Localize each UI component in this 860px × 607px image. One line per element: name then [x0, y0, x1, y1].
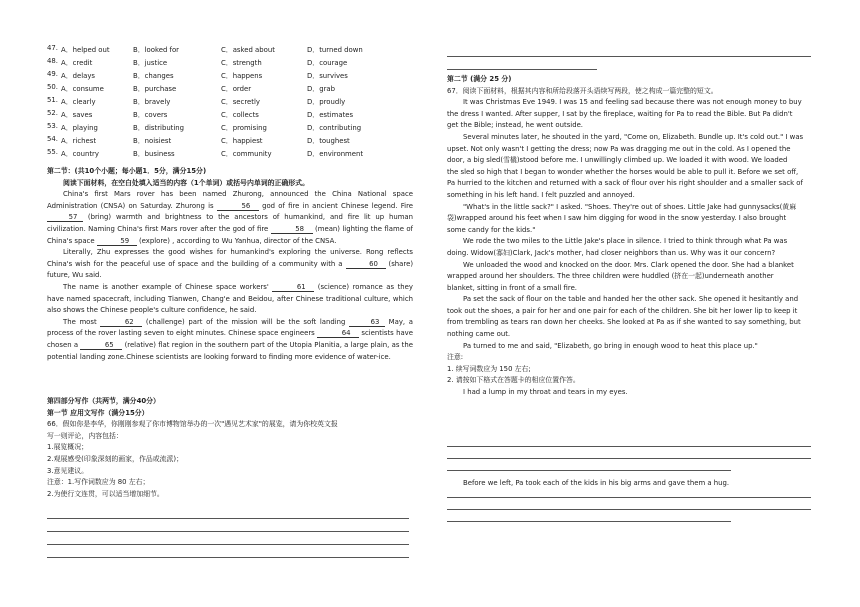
story-line: Several minutes later, he shouted in the yard, "Come on, Elizabeth. Bundle up. It's cold out." I was — [463, 132, 804, 141]
option-b[interactable]: B．looked for — [133, 46, 179, 54]
subsection-heading: 第一节 应用文写作（满分15分） — [47, 408, 149, 417]
note-title: 注意: — [447, 353, 464, 362]
question-66: 66．假如你是李华，你刚刚参观了你市博物馆举办的一次"遇见艺术家"的展览，请为你校英文报 — [47, 420, 338, 429]
option-a[interactable]: A．saves — [61, 111, 93, 119]
text: future, Wu said. — [47, 271, 102, 280]
text: (share) — [385, 259, 414, 268]
question-number: 54. — [47, 135, 58, 143]
blank-56[interactable]: 56 — [217, 202, 259, 211]
option-b[interactable]: B．covers — [133, 111, 168, 119]
option-c[interactable]: C．happiest — [221, 137, 263, 145]
option-c[interactable]: C．secretly — [221, 98, 260, 106]
question-number: 50. — [47, 83, 58, 91]
choice-row — [47, 148, 413, 160]
answer-line[interactable] — [447, 56, 811, 57]
option-a[interactable]: A．playing — [61, 124, 98, 132]
content-item: 1.展览概况； — [47, 443, 89, 452]
paragraph-4 — [47, 317, 413, 363]
story-line: wrapped around her shoulders. The three children were huddled (挤在一起)underneath another — [447, 272, 774, 281]
option-a[interactable]: A．clearly — [61, 98, 96, 106]
story-line: upset. Not only wasn't I getting the dress; now Pa was dragging me out in the cold. As I opened the — [447, 144, 791, 153]
text: China's first Mars rover has been named Zhurong, announced the China National space — [63, 190, 413, 199]
story-text — [447, 97, 811, 352]
option-b[interactable]: B．justice — [133, 59, 168, 67]
text: civilization. Naming China's first Mars rover after the god of fire — [47, 224, 271, 233]
option-d[interactable]: D．estimates — [307, 111, 354, 119]
story-line: nothing came out. — [447, 330, 511, 339]
question-number: 55. — [47, 148, 58, 156]
answer-line[interactable] — [47, 557, 409, 558]
story-line: Pa hurried to the kitchen and returned with a sack of flour over his right shoulder and a smaller sack of — [447, 179, 803, 188]
story-line: from trembling as tears ran down her cheeks. She looked at Pa as if she wanted to say something, but — [447, 318, 801, 327]
choice-row — [47, 122, 413, 134]
text: (bring) warmth and brightness to the ancestors of humankind, and fire lit up human — [83, 213, 413, 222]
content-item: 3.意见建议。 — [47, 466, 89, 475]
blank-65[interactable]: 65 — [80, 341, 122, 350]
option-a[interactable]: A．helped out — [61, 46, 110, 54]
answer-line[interactable] — [47, 544, 409, 545]
text: China's wish for the peaceful use of space and the building of a community with a — [47, 259, 346, 268]
text: (relative) flat region in the southern part of the Utopia Planitia, a large — [122, 340, 369, 349]
story-line: the sled so high that I began to wonder whether the horses would be able to pull it. Before we set off, — [447, 167, 799, 176]
text: The name is another example of Chinese space workers' — [63, 282, 273, 291]
choice-row — [47, 135, 413, 147]
choice-row — [47, 109, 413, 121]
text: a process of the rover lasting seven to eight minutes. Chinese space engineers — [47, 317, 413, 338]
option-d[interactable]: D．turned down — [307, 46, 363, 54]
option-a[interactable]: A．consume — [61, 85, 104, 93]
story-line: We unloaded the wood and knocked on the door. Mrs. Clark opened the door. She had a blanket — [463, 260, 794, 269]
story-line: Pa turned to me and said, "Elizabeth, go bring in enough wood to heat this place up." — [463, 341, 758, 350]
option-c[interactable]: C．community — [221, 150, 272, 158]
answer-line[interactable] — [447, 69, 597, 70]
option-c[interactable]: C．happens — [221, 72, 263, 80]
story-line: blanket, sitting in front of a small fire. — [447, 283, 577, 292]
text: (explore) , according to Wu Yanhua, director of the CNSA. — [136, 236, 337, 245]
option-b[interactable]: B．changes — [133, 72, 174, 80]
answer-lines-top[interactable] — [447, 56, 811, 70]
text: which also shows the Chinese people's culture confidence, he said. — [47, 294, 413, 315]
text: scientists — [359, 329, 394, 338]
section-2-cloze — [47, 166, 413, 363]
question-66-cont: 写一则评论，内容包括： — [47, 431, 123, 440]
section-heading: 第二节：(共10个小题；每小题1．5分，满分15分) — [47, 167, 207, 175]
question-67: 67．阅读下面材料，根据其内容和所给段落开头语续写两段，使之构成一篇完整的短文。 — [447, 86, 718, 95]
blank-57[interactable]: 57 — [47, 213, 83, 222]
story-line: door, a big sled(雪橇)stood before me. I unwillingly climbed up. We loaded it with wood. We loaded — [447, 156, 788, 165]
choice-row — [47, 57, 413, 69]
option-a[interactable]: A．country — [61, 150, 99, 158]
option-c[interactable]: C．strength — [221, 59, 262, 67]
option-b[interactable]: B．bravely — [133, 98, 171, 106]
option-a[interactable]: A．richest — [61, 137, 97, 145]
text: Literally, Zhu expresses the good wishes for humankind's exploring the universe. Rong reflects — [63, 248, 413, 257]
choice-row — [47, 70, 413, 82]
answer-line[interactable] — [47, 518, 409, 519]
story-line: something in his left hand. I felt puzzled and annoyed. — [447, 190, 635, 199]
choice-row — [47, 83, 413, 95]
blank-59[interactable]: 59 — [97, 237, 137, 246]
story-line: "What's in the little sack?" I asked. "Shoes. They're out of shoes. Little Jake had gunnysacks(黄麻 — [463, 202, 797, 211]
blank-63[interactable]: 63 — [349, 318, 385, 327]
paragraph-1 — [47, 189, 413, 247]
text: water-ice. — [356, 352, 391, 361]
answer-choices — [47, 44, 413, 164]
blank-61[interactable]: 61 — [272, 283, 314, 292]
blank-58[interactable]: 58 — [271, 225, 313, 234]
text: May, — [385, 317, 406, 326]
option-c[interactable]: C．asked about — [221, 46, 275, 54]
option-a[interactable]: A．delays — [61, 72, 96, 80]
option-b[interactable]: B．purchase — [133, 85, 177, 93]
text: (mean) lighting the — [312, 224, 383, 233]
story-line: It was Christmas Eve 1949. I was 15 and feeling sad because there was not enough money to buy — [463, 98, 802, 107]
answer-line[interactable] — [447, 497, 811, 498]
option-d[interactable]: D．grab — [307, 85, 335, 93]
blank-62[interactable]: 62 — [100, 318, 142, 327]
question-number: 53. — [47, 122, 58, 130]
option-c[interactable]: C．order — [221, 85, 252, 93]
story-line: some candy for the kids." — [447, 225, 536, 234]
note-2: 2.为使行文连贯，可以适当增加细节。 — [47, 489, 164, 498]
paragraph-2 — [47, 247, 413, 282]
text: god of fire in ancient Chinese legend. Fire — [258, 201, 414, 210]
story-line: Pa set the sack of flour on the table and handed her the other sack. She opened it hesitantly and — [463, 295, 799, 304]
text: (challenge) part of the mission will be the soft landing — [142, 317, 350, 326]
answer-line[interactable] — [447, 509, 811, 510]
story-line: We rode the two miles to the Little Jake's place in silence. I tried to think through what Pa was — [463, 237, 788, 246]
option-c[interactable]: C．promising — [221, 124, 267, 132]
story-line: took out the shoes, a pair for her and one pair for each of the children. She bit her lower lip to keep it — [447, 306, 798, 315]
blank-64[interactable]: 64 — [317, 329, 359, 338]
section-instruction: 阅读下面材料，在空白处填入适当的内容（1个单词）或括号内单词的正确形式。 — [63, 178, 309, 187]
option-c[interactable]: C．collects — [221, 111, 259, 119]
option-b[interactable]: B．distributing — [133, 124, 185, 132]
choice-row — [47, 44, 413, 56]
content-item: 2.观展感受(印象深刻的画家，作品或流派)； — [47, 454, 183, 463]
question-number: 51. — [47, 96, 58, 104]
story-line: 袋)wrapped around his feet when I saw him digging for wood in the snow yesterday. I also brought — [447, 214, 787, 223]
answer-line[interactable] — [447, 521, 731, 522]
section-heading: 第二节 (满分 25 分) — [447, 75, 512, 83]
continuation-start-2: Before we left, Pa took each of the kids in his big arms and gave them a hug. — [463, 479, 730, 487]
option-d[interactable]: D．toughest — [307, 137, 350, 145]
option-d[interactable]: D．contributing — [307, 124, 362, 132]
answer-lines-67a[interactable] — [447, 446, 811, 471]
note-1: 1. 续写词数应为 150 左右; — [447, 364, 531, 373]
paragraph-3 — [47, 282, 413, 317]
question-number: 48. — [47, 57, 58, 65]
text: (science) romance as they — [314, 282, 413, 291]
text: have chosen a — [47, 329, 413, 349]
option-b[interactable]: B．business — [133, 150, 175, 158]
section-2-continuation — [447, 74, 811, 399]
question-number: 52. — [47, 109, 58, 117]
answer-line[interactable] — [447, 470, 731, 471]
blank-60[interactable]: 60 — [346, 260, 386, 269]
answer-lines-67b[interactable] — [447, 497, 811, 522]
note-2: 2. 请按如下格式在答题卡的相应位置作答。 — [447, 376, 580, 385]
question-number: 49. — [47, 70, 58, 78]
text: The most — [63, 317, 101, 326]
option-d[interactable]: D．proudly — [307, 98, 346, 106]
option-d[interactable]: D．courage — [307, 59, 348, 67]
story-line: doing. Widow(寡妇)Clark, Jack's mother, had closer neighbors than us. Why was it our concern? — [447, 248, 776, 257]
story-line: the dress I wanted. After supper, I sat by the fireplace, waiting for Pa to read the Bible. But Pa didn't — [447, 109, 793, 118]
text: Administration (CNSA) on Saturday. Zhurong is — [47, 201, 217, 210]
option-d[interactable]: D．survives — [307, 72, 348, 80]
part-4-writing — [47, 396, 413, 500]
story-line: get the Bible; instead, he went outside. — [447, 121, 583, 130]
answer-line[interactable] — [47, 531, 409, 532]
text: flame of China's space — [47, 224, 413, 245]
note-1: 注意：1.写作词数应为 80 左右； — [47, 478, 150, 487]
answer-line[interactable] — [447, 446, 811, 447]
option-b[interactable]: B．noisiest — [133, 137, 172, 145]
text: plain, as the potential landing zone.Chinese scientists are looking forward to finding more evidence of — [47, 340, 413, 361]
option-a[interactable]: A．credit — [61, 59, 93, 67]
part-heading: 第四部分写作（共两节，满分40分） — [47, 397, 160, 405]
text: have named spacecraft, including Tianwen, Chang'e and Beidou, after Chinese traditional culture, — [47, 294, 391, 303]
question-number: 47. — [47, 44, 58, 52]
option-d[interactable]: D．environment — [307, 150, 364, 158]
continuation-start-1: I had a lump in my throat and tears in my eyes. — [463, 388, 628, 397]
answer-lines-66[interactable] — [47, 518, 409, 558]
choice-row — [47, 96, 413, 108]
answer-line[interactable] — [447, 458, 811, 459]
